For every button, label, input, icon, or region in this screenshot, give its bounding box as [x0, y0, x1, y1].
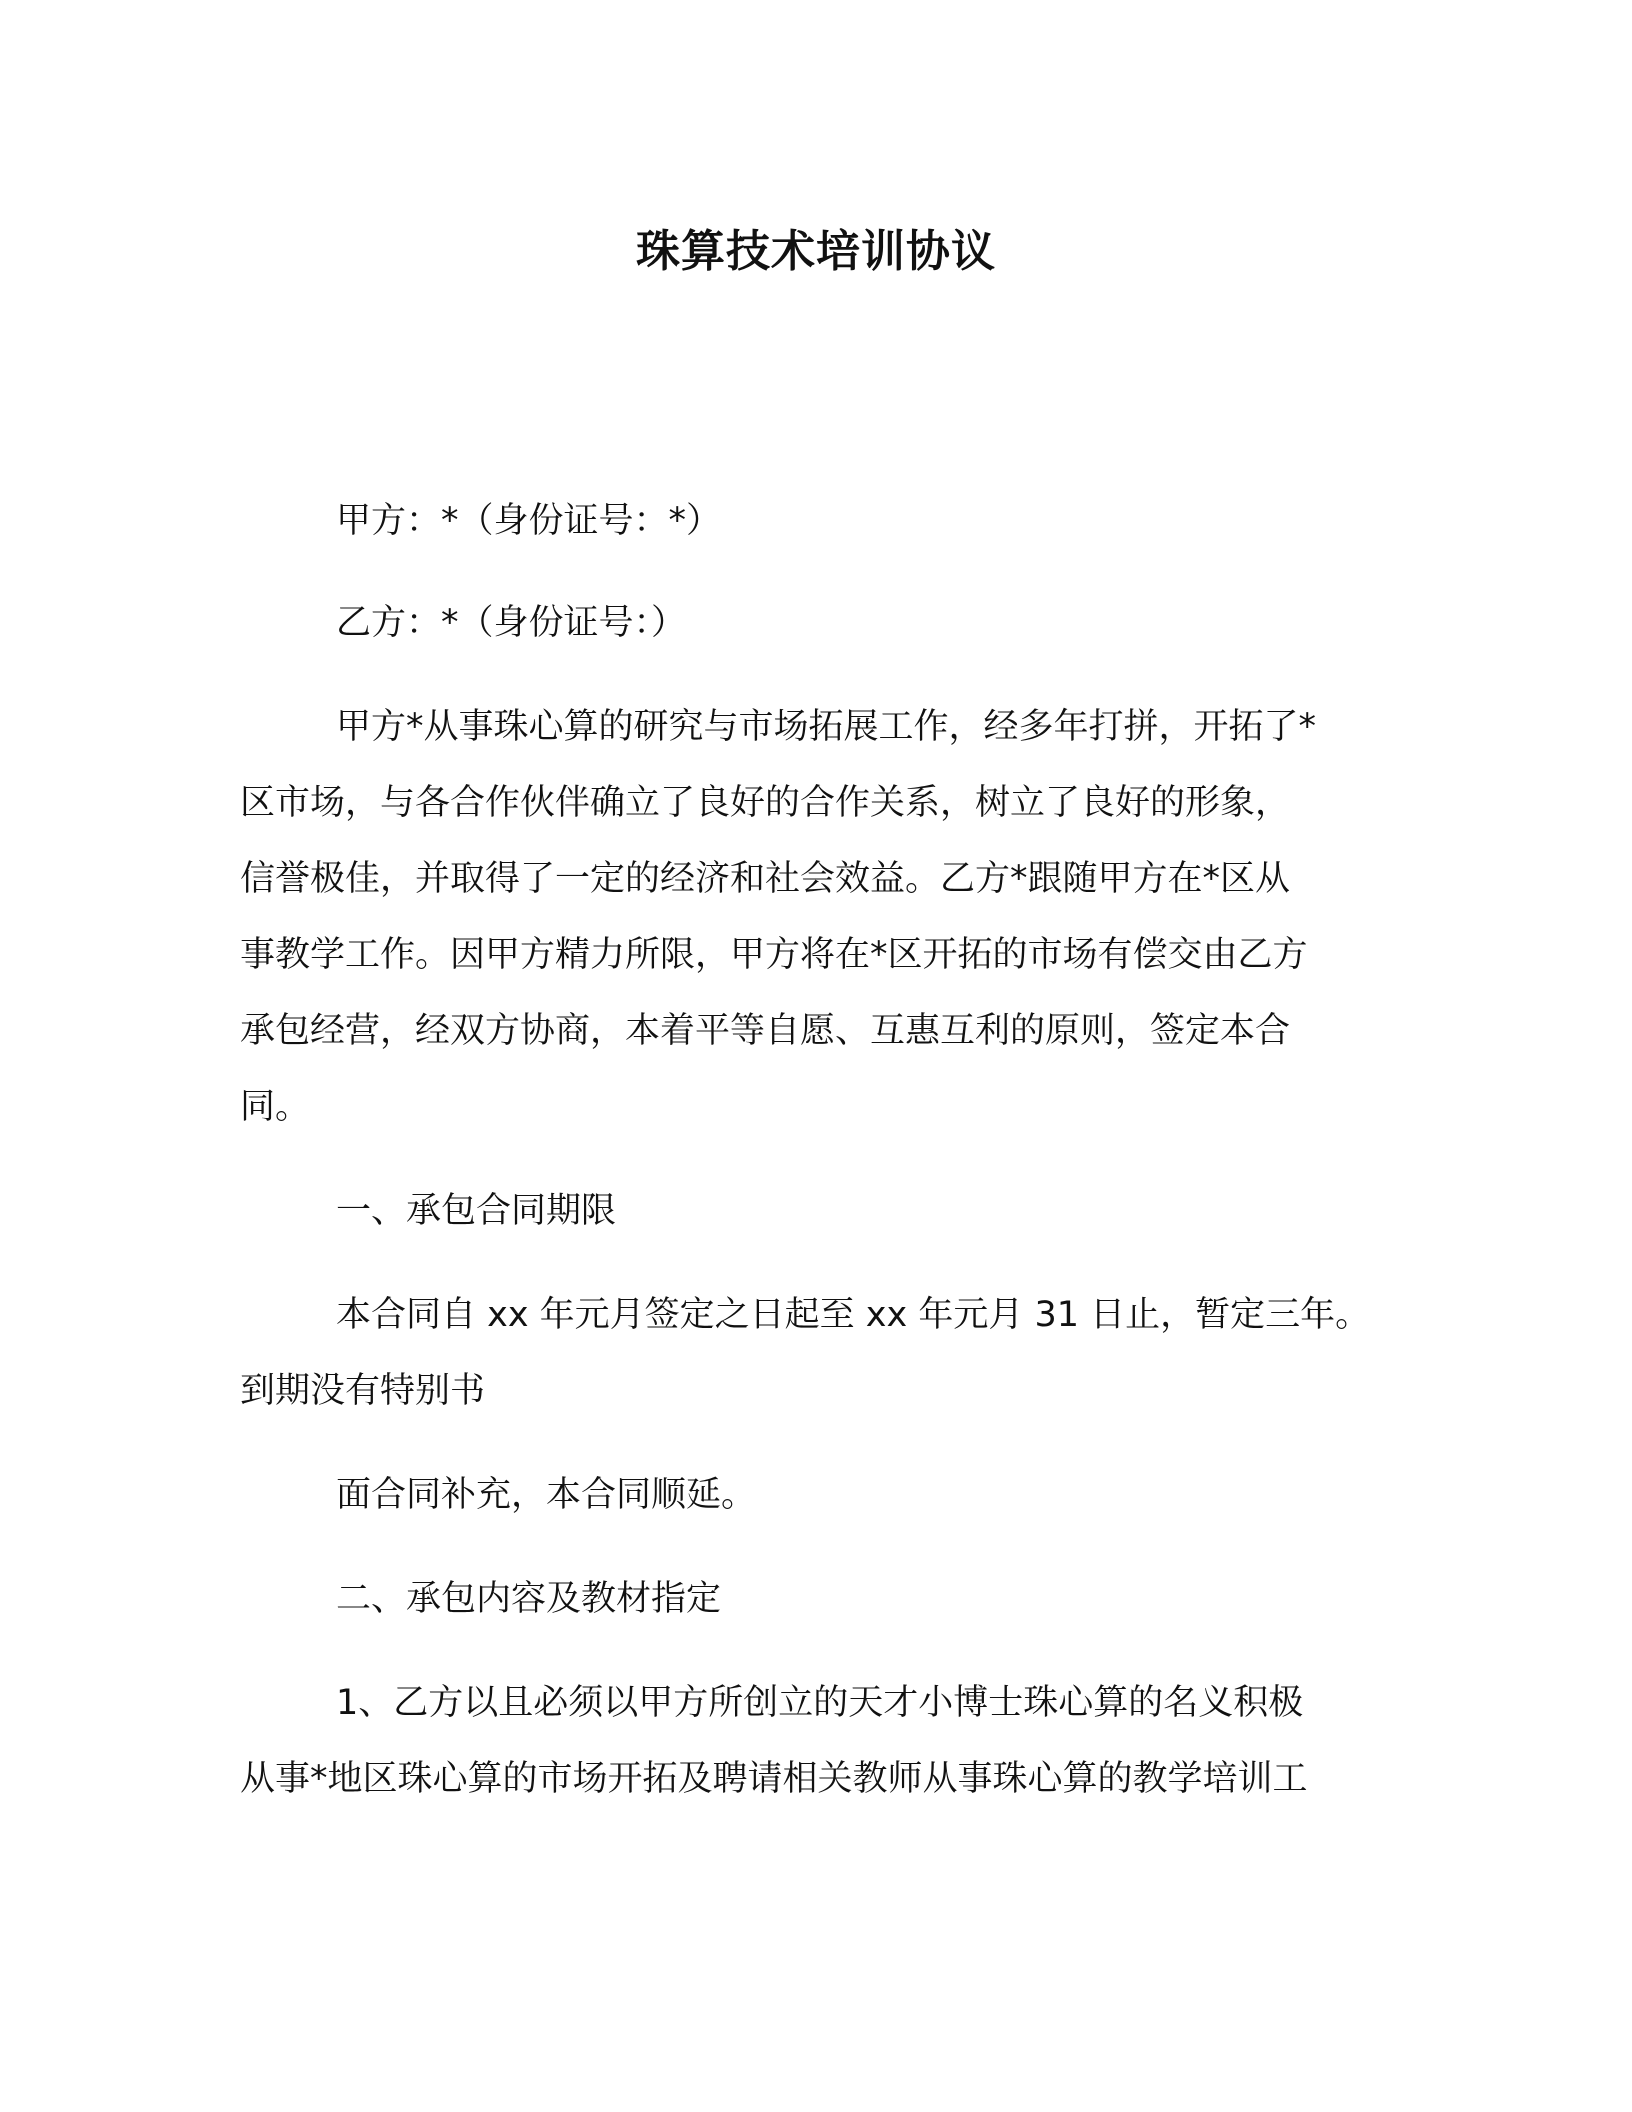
term-continuation-line: 面合同补充，本合同顺延。: [336, 1475, 757, 1515]
clause-1-line-1: 1、乙方以且必须以甲方所创立的天才小博士珠心算的名义积极: [336, 1683, 1304, 1723]
party-a-line: 甲方：*（身份证号：*）: [336, 501, 722, 541]
document-title: 珠算技术培训协议: [636, 226, 996, 277]
term-paragraph-line-1: 本合同自 xx 年元月签定之日起至 xx 年元月 31 日止，暂定三年。: [336, 1295, 1371, 1335]
term-paragraph-line-2: 到期没有特别书: [240, 1371, 486, 1411]
section-heading-1: 一、承包合同期限: [336, 1191, 617, 1231]
intro-paragraph-line-5: 承包经营，经双方协商，本着平等自愿、互惠互利的原则，签定本合: [240, 1011, 1291, 1051]
intro-paragraph-line-6: 同。: [240, 1087, 311, 1127]
intro-paragraph-line-4: 事教学工作。因甲方精力所限，甲方将在*区开拓的市场有偿交由乙方: [240, 935, 1308, 975]
intro-paragraph-line-2: 区市场，与各合作伙伴确立了良好的合作关系，树立了良好的形象，: [240, 783, 1291, 823]
section-heading-2: 二、承包内容及教材指定: [336, 1579, 722, 1619]
intro-paragraph-line-3: 信誉极佳，并取得了一定的经济和社会效益。乙方*跟随甲方在*区从: [240, 859, 1291, 899]
intro-paragraph-line-1: 甲方*从事珠心算的研究与市场拓展工作，经多年打拼，开拓了*: [336, 707, 1317, 747]
clause-1-line-2: 从事*地区珠心算的市场开拓及聘请相关教师从事珠心算的教学培训工: [240, 1759, 1308, 1799]
party-b-line: 乙方：*（身份证号：）: [336, 603, 687, 643]
